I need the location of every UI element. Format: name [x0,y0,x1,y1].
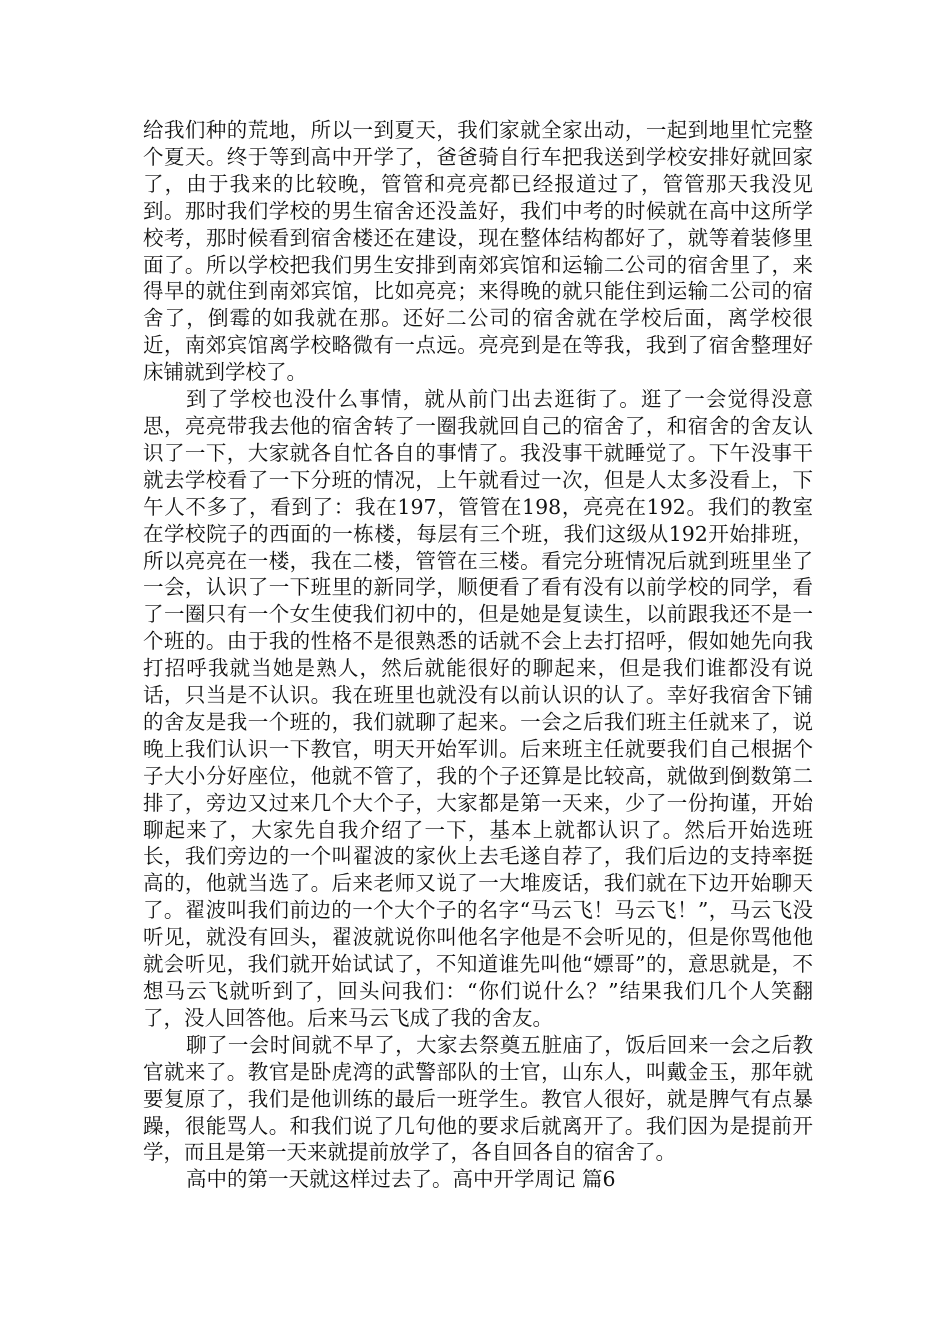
paragraph-3: 聊了一会时间就不早了，大家去祭奠五脏庙了，饭后回来一会之后教官就来了。教官是卧虎湾的武警部队的士官，山东人，叫戴金玉，那年就要复原了，我们是他训练的最后一班学生。教官人很好，就是脾气有点暴躁，很能骂人。和我们说了几句他的要求后就离开了。我们因为是提前开学，而且是第一天来就提前放学了，各自回各自的宿舍了。 [143,1032,813,1165]
paragraph-1: 给我们种的荒地，所以一到夏天，我们家就全家出动，一起到地里忙完整个夏天。终于等到高中开学了，爸爸骑自行车把我送到学校安排好就回家了，由于我来的比较晚，管管和亮亮都已经报道过了，管管那天我没见到。那时我们学校的男生宿舍还没盖好，我们中考的时候就在高中这所学校考，那时候看到宿舍楼还在建设，现在整体结构都好了，就等着装修里面了。所以学校把我们男生安排到南郊宾馆和运输二公司的宿舍里了，来得早的就住到南郊宾馆，比如亮亮；来得晚的就只能住到运输二公司的宿舍了，倒霉的如我就在那。还好二公司的宿舍就在学校后面，离学校很近，南郊宾馆离学校略微有一点远。亮亮到是在等我，我到了宿舍整理好床铺就到学校了。 [143,118,813,385]
paragraph-2: 到了学校也没什么事情，就从前门出去逛街了。逛了一会觉得没意思，亮亮带我去他的宿舍转了一圈我就回自己的宿舍了，和宿舍的舍友认识了一下，大家就各自忙各自的事情了。我没事干就睡觉了。下午没事干就去学校看了一下分班的情况，上午就看过一次，但是人太多没看上，下午人不多了，看到了：我在197，管管在198，亮亮在192。我们的教室在学校院子的西面的一栋楼，每层有三个班，我们这级从192开始排班，所以亮亮在一楼，我在二楼，管管在三楼。看完分班情况后就到班里坐了一会，认识了一下班里的新同学，顺便看了看有没有以前学校的同学，看了一圈只有一个女生使我们初中的，但是她是复读生，以前跟我还不是一个班的。由于我的性格不是很熟悉的话就不会上去打招呼，假如她先向我打招呼我就当她是熟人，然后就能很好的聊起来，但是我们谁都没有说话，只当是不认识。我在班里也就没有以前认识的认了。幸好我宿舍下铺的舍友是我一个班的，我们就聊了起来。一会之后我们班主任就来了，说晚上我们认识一下教官，明天开始军训。后来班主任就要我们自己根据个子大小分好座位，他就不管了，我的个子还算是比较高，就做到倒数第二排了，旁边又过来几个大个子，大家都是第一天来，少了一份拘谨，开始聊起来了，大家先自我介绍了一下，基本上就都认识了。然后开始选班长，我们旁边的一个叫翟波的家伙上去毛遂自荐了，我们后边的支持率挺高的，他就当选了。后来老师又说了一大堆废话，我们就在下边开始聊天了。翟波叫我们前边的一个大个子的名字“马云飞！马云飞！”，马云飞没听见，就没有回头，翟波就说你叫他名字他是不会听见的，但是你骂他他就会听见，我们就开始试试了，不知道谁先叫他“嫖哥”的，意思就是，不想马云飞就听到了，回头问我们：“你们说什么？”结果我们几个人笑翻了，没人回答他。后来马云飞成了我的舍友。 [143,387,813,1030]
paragraph-4: 高中的第一天就这样过去了。高中开学周记 篇6 [186,1167,616,1192]
document-body [143,117,813,1193]
